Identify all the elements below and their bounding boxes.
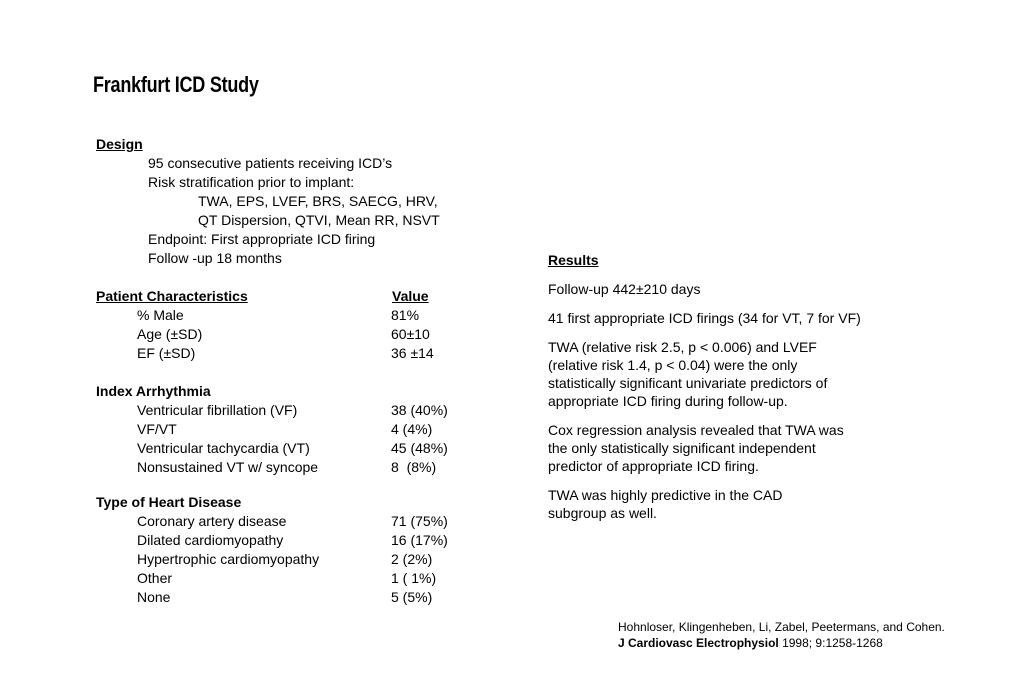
reference-journal: J Cardiovasc Electrophysiol xyxy=(618,636,779,650)
results-paragraph: 41 first appropriate ICD firings (34 for VT, 7 for VF) xyxy=(548,310,861,326)
results-section xyxy=(548,251,868,533)
design-line: TWA, EPS, LVEF, BRS, SAECG, HRV, xyxy=(198,193,438,209)
reference-source xyxy=(618,635,945,651)
design-line: Follow -up 18 months xyxy=(148,250,282,266)
row-value: 81% xyxy=(391,307,420,323)
row-value: 16 (17%) xyxy=(391,532,448,548)
reference-authors: Hohnloser, Klingenheben, Li, Zabel, Peetermans, and Cohen. xyxy=(618,620,945,634)
page-title: Frankfurt ICD Study xyxy=(93,72,259,97)
row-value: 60±10 xyxy=(391,326,430,342)
design-heading: Design xyxy=(96,136,143,152)
row-label: VF/VT xyxy=(137,421,177,437)
row-label: Ventricular fibrillation (VF) xyxy=(137,402,298,418)
row-label: Ventricular tachycardia (VT) xyxy=(137,440,310,456)
results-paragraph: TWA (relative risk 2.5, p < 0.006) and LVEF (relative risk 1.4, p < 0.04) were the only statistically significant univariate predictors of appropriate ICD firing during follow-up. xyxy=(548,339,828,409)
row-value: 1 ( 1%) xyxy=(391,570,437,586)
arrhythmia-heading: Index Arrhythmia xyxy=(96,383,211,399)
row-value: 2 (2%) xyxy=(391,551,433,567)
row-value: 71 (75%) xyxy=(391,513,448,529)
row-label: Hypertrophic cardiomyopathy xyxy=(137,551,320,567)
results-paragraph: Follow-up 442±210 days xyxy=(548,281,701,297)
design-line: QT Dispersion, QTVI, Mean RR, NSVT xyxy=(198,212,440,228)
row-label: Dilated cardiomyopathy xyxy=(137,532,284,548)
design-line: Endpoint: First appropriate ICD firing xyxy=(148,231,376,247)
results-heading: Results xyxy=(548,252,599,268)
row-value: 5 (5%) xyxy=(391,589,433,605)
row-label: Age (±SD) xyxy=(137,326,203,342)
patient-heading xyxy=(96,288,392,305)
value-column-header: Value xyxy=(392,288,429,304)
row-label: Coronary artery disease xyxy=(137,513,287,529)
patient-heading-label: Patient Characteristics xyxy=(96,288,248,304)
row-label: Nonsustained VT w/ syncope xyxy=(137,459,319,475)
reference-citation: 1998; 9:1258-1268 xyxy=(778,636,883,650)
row-label: % Male xyxy=(137,307,184,323)
reference xyxy=(618,619,945,651)
results-paragraph: TWA was highly predictive in the CAD subgroup as well. xyxy=(548,487,783,521)
row-value: 36 ±14 xyxy=(391,345,434,361)
design-line: 95 consecutive patients receiving ICD’s xyxy=(148,155,393,171)
row-value: 38 (40%) xyxy=(391,402,448,418)
row-value: 45 (48%) xyxy=(391,440,448,456)
row-label: Other xyxy=(137,570,173,586)
row-label: None xyxy=(137,589,171,605)
design-line: Risk stratification prior to implant: xyxy=(148,174,355,190)
results-paragraph: Cox regression analysis revealed that TWA was the only statistically significant independent predictor of appropriate ICD firing. xyxy=(548,422,844,474)
disease-heading: Type of Heart Disease xyxy=(96,494,242,510)
row-value: 8 (8%) xyxy=(391,459,437,475)
row-value: 4 (4%) xyxy=(391,421,433,437)
row-label: EF (±SD) xyxy=(137,345,196,361)
